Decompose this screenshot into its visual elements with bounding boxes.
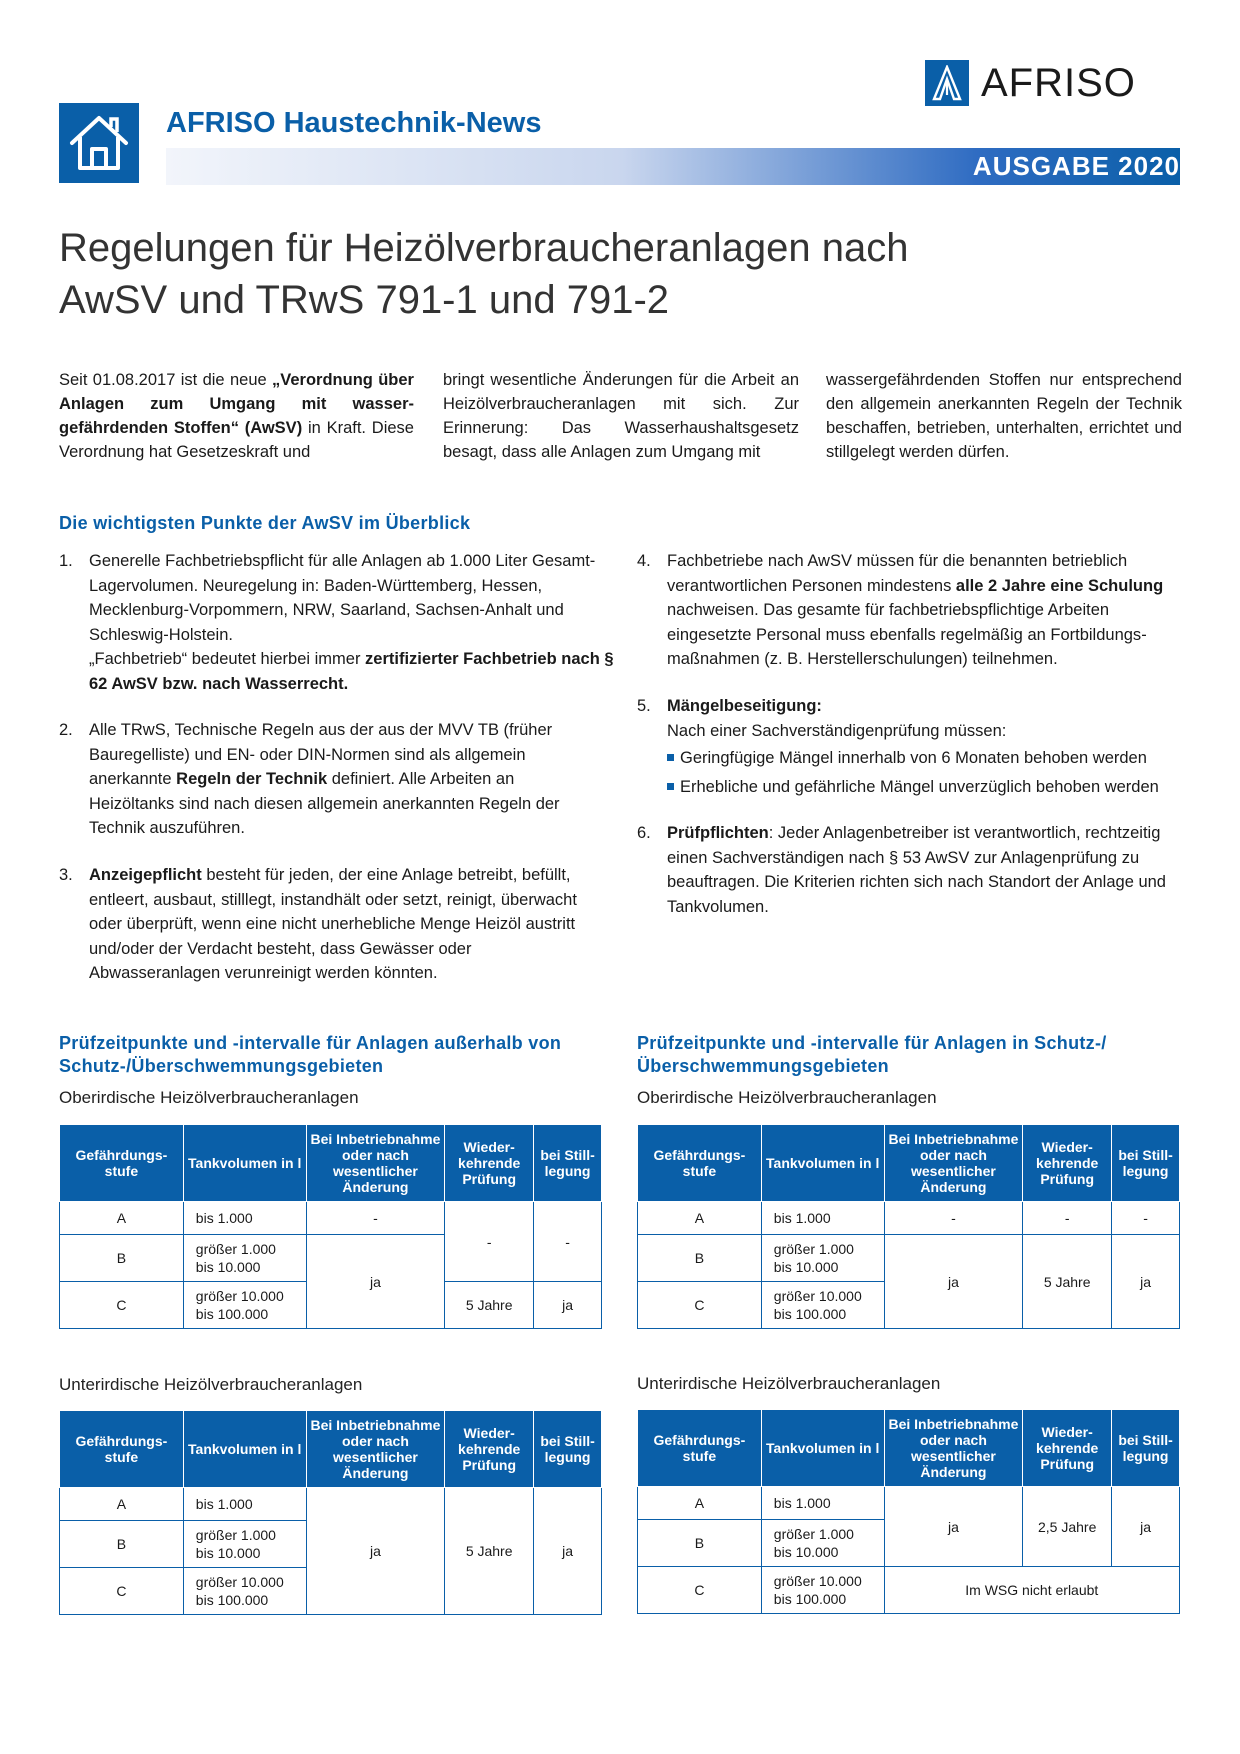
right-subheading-above: Oberirdische Heizölverbraucheranlagen bbox=[637, 1088, 937, 1107]
list-number: 2. bbox=[59, 721, 73, 739]
cell-line: bis 100.000 bbox=[773, 1306, 847, 1322]
column-header: Tankvolumen in l bbox=[761, 1125, 884, 1202]
table-cell: B bbox=[60, 1235, 184, 1282]
table-cell: ja bbox=[884, 1235, 1023, 1329]
intro-column-3: wassergefährdenden Stoffen nur entsprechend den allgemein anerkannten Regeln der Technik beschaffen, betrieben, unterhalten, errichtet und stillgelegt werden dürfen. bbox=[826, 371, 1182, 461]
newsletter-title: AFRISO Haustechnik-News bbox=[166, 107, 542, 139]
column-header: Wiederkehrende Prüfung bbox=[445, 1125, 534, 1202]
list-text: Fachbetriebe nach AwSV müssen für die benannten betrieblich verantwortlichen Personen mindestens bbox=[667, 552, 1128, 595]
table-cell bbox=[761, 1282, 884, 1329]
list-text: Nach einer Sachverständigenprüfung müssen: bbox=[667, 721, 1007, 740]
table-cell: bis 1.000 bbox=[183, 1488, 306, 1521]
cell-line: bis 10.000 bbox=[773, 1259, 839, 1275]
table-cell: 5 Jahre bbox=[445, 1488, 534, 1615]
table-cell: B bbox=[60, 1521, 184, 1568]
table-cell: bis 1.000 bbox=[183, 1202, 306, 1235]
table-cell: ja bbox=[306, 1235, 445, 1329]
right-subheading-below: Unterirdische Heizölverbraucheranlagen bbox=[637, 1374, 941, 1393]
bullet-icon bbox=[667, 783, 674, 790]
table-cell bbox=[183, 1235, 306, 1282]
cell-line: bis 100.000 bbox=[773, 1591, 847, 1607]
table-cell: ja bbox=[534, 1488, 602, 1615]
table-cell: ja bbox=[1112, 1487, 1180, 1567]
column-header: Wiederkehrende Prüfung bbox=[1023, 1125, 1112, 1202]
table-cell: A bbox=[638, 1487, 762, 1520]
list-number: 6. bbox=[637, 824, 651, 842]
house-icon bbox=[59, 103, 139, 183]
cell-line: größer 10.000 bbox=[773, 1573, 862, 1589]
column-header: bei Stilllegung bbox=[534, 1125, 602, 1202]
table-cell: A bbox=[60, 1488, 184, 1521]
table-cell bbox=[183, 1521, 306, 1568]
list-text: nachweisen. Das gesamte für fachbetriebspflichtige Arbeiten eingesetzte Personal muss ebenfalls regelmäßig an Fortbildungsmaßnahmen (z. B. Herstellerschulungen) teilnehmen. bbox=[667, 601, 1147, 668]
table-row bbox=[638, 1487, 1180, 1520]
afriso-logo-icon bbox=[925, 60, 969, 106]
table-cell: Im WSG nicht erlaubt bbox=[884, 1567, 1179, 1614]
list-bold: zertifizierter Fachbetrieb nach § 62 AwSV bzw. nach Wasserrecht. bbox=[89, 650, 614, 693]
table-right-above bbox=[637, 1124, 1180, 1329]
table-right-below bbox=[637, 1409, 1180, 1614]
table-cell: - bbox=[534, 1202, 602, 1282]
bullet-text: Erhebliche und gefährliche Mängel unverzüglich behoben werden bbox=[680, 777, 1159, 796]
table-cell: bis 1.000 bbox=[761, 1202, 884, 1235]
column-header: Bei Inbetriebnahme oder nach wesentlicher Änderung bbox=[306, 1411, 445, 1488]
table-cell bbox=[183, 1282, 306, 1329]
table-cell: C bbox=[60, 1568, 184, 1615]
table-cell: ja bbox=[1112, 1235, 1180, 1329]
cell-line: größer 10.000 bbox=[773, 1288, 862, 1304]
list-number: 1. bbox=[59, 552, 73, 570]
table-header-row bbox=[638, 1410, 1180, 1487]
table-cell: A bbox=[60, 1202, 184, 1235]
column-header: Tankvolumen in l bbox=[183, 1411, 306, 1488]
table-header-row bbox=[60, 1411, 602, 1488]
column-header: Gefährdungsstufe bbox=[638, 1125, 762, 1202]
right-section-heading: Prüfzeitpunkte und -intervalle für Anlagen in Schutz-/Überschwemmungsgebieten bbox=[637, 1033, 1107, 1076]
column-header: Wiederkehrende Prüfung bbox=[445, 1411, 534, 1488]
left-subheading-below: Unterirdische Heizölverbraucheranlagen bbox=[59, 1375, 363, 1394]
issue-label: AUSGABE 2020 bbox=[972, 151, 1180, 181]
table-cell: bis 1.000 bbox=[761, 1487, 884, 1520]
table-header-row bbox=[638, 1125, 1180, 1202]
table-left-above bbox=[59, 1124, 602, 1329]
cell-line: bis 10.000 bbox=[195, 1545, 261, 1561]
list-number: 3. bbox=[59, 866, 73, 884]
table-cell bbox=[761, 1567, 884, 1614]
table-row bbox=[60, 1202, 602, 1235]
table-cell: B bbox=[638, 1235, 762, 1282]
list-number: 4. bbox=[637, 552, 651, 570]
column-header: bei Stilllegung bbox=[534, 1411, 602, 1488]
table-cell: 5 Jahre bbox=[1023, 1235, 1112, 1329]
cell-line: größer 1.000 bbox=[195, 1241, 276, 1257]
page-title bbox=[59, 222, 1189, 326]
intro-column-2: bringt wesentliche Änderungen für die Arbeit an Heizölverbraucheranlagen mit sich. Zur Erinnerung: Das Wasserhaushaltsgesetz besagt, dass alle Anlagen zum Umgang mit bbox=[443, 371, 799, 461]
column-header: Bei Inbetriebnahme oder nach wesentlicher Änderung bbox=[884, 1410, 1023, 1487]
intro-text-1c: in Kraft. Diese Verordnung hat Gesetzeskraft und bbox=[59, 419, 414, 461]
intro-text-1a: Seit 01.08.2017 ist die neue bbox=[59, 371, 273, 389]
table-cell: C bbox=[638, 1567, 762, 1614]
list-text: besteht für jeden, der eine Anlage betreibt, befüllt, entleert, ausbaut, stilllegt, instandhält oder setzt, reinigt, überwacht oder überprüft, wenn eine nicht unerhebliche Menge Heizöl austritt und/oder der Verdacht besteht, dass Gewässer oder Abwasseranlagen verunreinigt werden könnten. bbox=[89, 866, 577, 982]
bullet-text: Geringfügige Mängel innerhalb von 6 Monaten behoben werden bbox=[680, 749, 1147, 767]
left-subheading-above: Oberirdische Heizölverbraucheranlagen bbox=[59, 1088, 359, 1107]
cell-line: bis 10.000 bbox=[195, 1259, 261, 1275]
list-bold: Regeln der Technik bbox=[176, 770, 328, 788]
intro-column-1 bbox=[59, 368, 414, 464]
cell-line: größer 1.000 bbox=[773, 1526, 854, 1542]
brand-logo bbox=[925, 60, 1136, 106]
column-header: Bei Inbetriebnahme oder nach wesentlicher Änderung bbox=[306, 1125, 445, 1202]
table-cell bbox=[761, 1235, 884, 1282]
cell-line: bis 10.000 bbox=[773, 1544, 839, 1560]
page-title-line2: AwSV und TRwS 791-1 und 791-2 bbox=[59, 278, 670, 322]
column-header: Gefährdungsstufe bbox=[638, 1410, 762, 1487]
cell-line: bis 100.000 bbox=[195, 1306, 269, 1322]
list-bold: Mängelbeseitigung: bbox=[667, 697, 822, 715]
cell-line: bis 100.000 bbox=[195, 1592, 269, 1608]
table-cell: ja bbox=[534, 1282, 602, 1329]
table-cell: 2,5 Jahre bbox=[1023, 1487, 1112, 1567]
list-bold: Prüfpflichten bbox=[667, 824, 769, 842]
column-header: bei Stilllegung bbox=[1112, 1125, 1180, 1202]
table-cell: - bbox=[445, 1202, 534, 1282]
table-cell: C bbox=[638, 1282, 762, 1329]
table-cell bbox=[183, 1568, 306, 1615]
list-text: definiert. Alle Arbeiten an Heizöltanks sind nach diesen allgemein anerkannten Regeln der Technik auszuführen. bbox=[89, 770, 560, 837]
table-cell: - bbox=[1023, 1202, 1112, 1235]
table-row bbox=[638, 1567, 1180, 1614]
left-section-heading: Prüfzeitpunkte und -intervalle für Anlagen außerhalb von Schutz-/Überschwemmungsgebieten bbox=[59, 1033, 562, 1076]
table-cell: A bbox=[638, 1202, 762, 1235]
brand-name: AFRISO bbox=[981, 60, 1136, 105]
list-bold: alle 2 Jahre eine Schulung bbox=[955, 576, 1164, 595]
intro-text-1b: „Verordnung über Anlagen zum Umgang mit wassergefährdenden Stoffen“ (AwSV) bbox=[59, 371, 414, 437]
list-number: 5. bbox=[637, 697, 651, 715]
cell-line: größer 1.000 bbox=[195, 1527, 276, 1543]
table-row bbox=[60, 1488, 602, 1521]
cell-line: größer 10.000 bbox=[195, 1574, 284, 1590]
table-cell: ja bbox=[306, 1488, 445, 1615]
table-row bbox=[638, 1235, 1180, 1282]
cell-line: größer 10.000 bbox=[195, 1288, 284, 1304]
list-text: Alle TRwS, Technische Regeln aus der aus der MVV TB (früher Bauregelliste) und EN- oder DIN-Normen sind als allgemein anerkannte bbox=[89, 721, 553, 788]
column-header: bei Stilllegung bbox=[1112, 1410, 1180, 1487]
table-cell bbox=[761, 1520, 884, 1567]
column-header: Gefährdungsstufe bbox=[60, 1411, 184, 1488]
table-cell: - bbox=[1112, 1202, 1180, 1235]
table-cell: - bbox=[884, 1202, 1023, 1235]
bullet-icon bbox=[667, 754, 674, 761]
column-header: Bei Inbetriebnahme oder nach wesentlicher Änderung bbox=[884, 1125, 1023, 1202]
column-header: Wiederkehrende Prüfung bbox=[1023, 1410, 1112, 1487]
table-left-below bbox=[59, 1410, 602, 1615]
list-text: Generelle Fachbetriebspflicht für alle Anlagen ab 1.000 Liter Gesamt-Lagervolumen. Neuregelung in: Baden-Württemberg, Hessen, Mecklenburg-Vorpommern, NRW, Saarland, Sachsen-Anhalt und Schleswig-Holstein. bbox=[89, 552, 596, 644]
table-cell: C bbox=[60, 1282, 184, 1329]
list-text: : Jeder Anlagenbetreiber ist verantwortlich, rechtzeitig einen Sachverständigen nach § 53 AwSV zur Anlagenprüfung zu beauftragen. Die Kriterien richten sich nach Standort der Anlage und Tankvolumen. bbox=[667, 824, 1166, 916]
overview-heading: Die wichtigsten Punkte der AwSV im Überblick bbox=[59, 513, 471, 533]
table-cell: - bbox=[306, 1202, 445, 1235]
list-bold: Anzeigepflicht bbox=[89, 866, 202, 884]
column-header: Tankvolumen in l bbox=[761, 1410, 884, 1487]
table-cell: 5 Jahre bbox=[445, 1282, 534, 1329]
table-cell: B bbox=[638, 1520, 762, 1567]
column-header: Gefährdungsstufe bbox=[60, 1125, 184, 1202]
cell-line: größer 1.000 bbox=[773, 1241, 854, 1257]
table-cell: ja bbox=[884, 1487, 1023, 1567]
table-row bbox=[638, 1202, 1180, 1235]
column-header: Tankvolumen in l bbox=[183, 1125, 306, 1202]
list-text: „Fachbetrieb“ bedeutet hierbei immer bbox=[89, 650, 366, 668]
page-title-line1: Regelungen für Heizölverbraucheranlagen nach bbox=[59, 226, 909, 270]
table-header-row bbox=[60, 1125, 602, 1202]
